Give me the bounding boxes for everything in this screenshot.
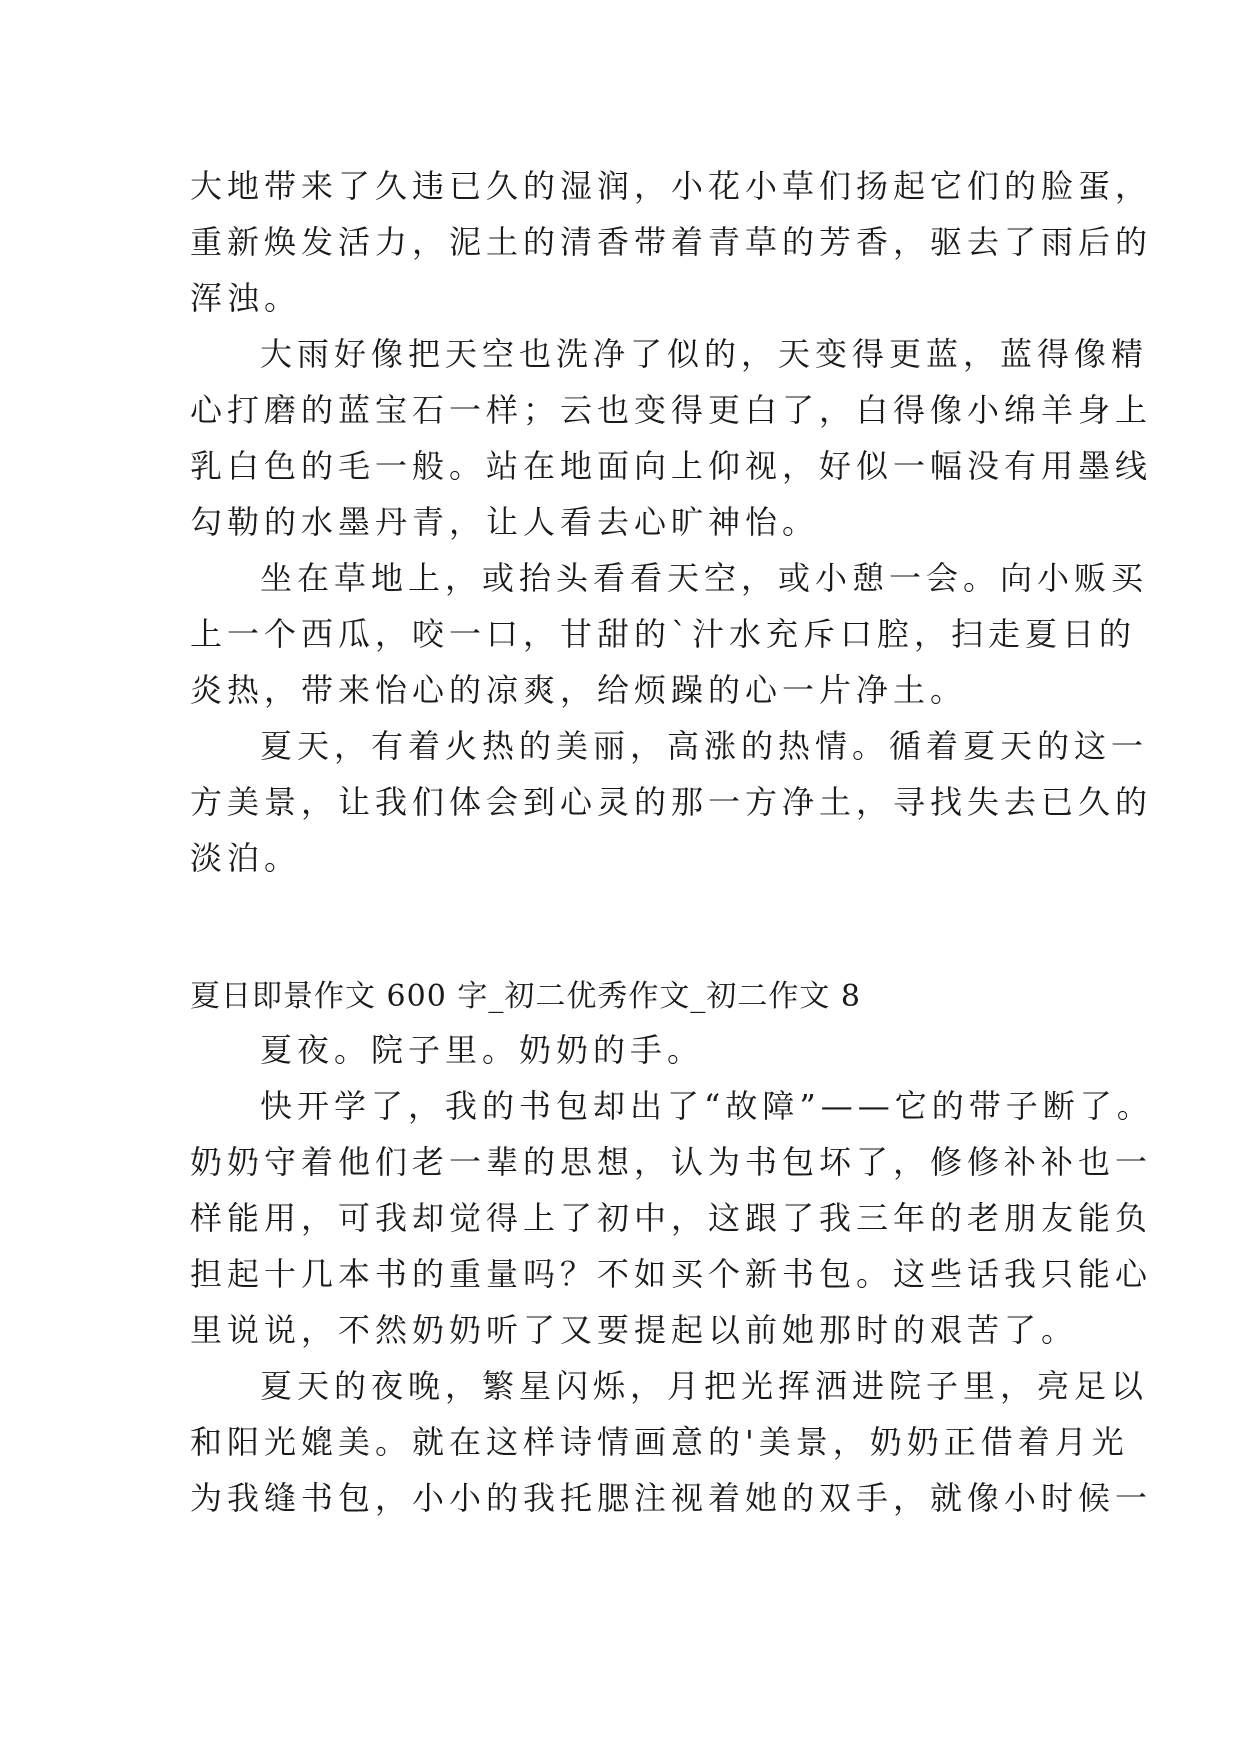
paragraph-start-line: 大雨好像把天空也洗净了似的，天变得更蓝，蓝得像精 xyxy=(260,335,1149,373)
article-title: 夏日即景作文 600 字_初二优秀作文_初二作文 8 xyxy=(190,979,861,1014)
text-line: 样能用，可我却觉得上了初中，这跟了我三年的老朋友能负 xyxy=(190,1199,1153,1237)
text-line: 炎热，带来怡心的凉爽，给烦躁的心一片净土。 xyxy=(190,671,968,709)
text-line: 心打磨的蓝宝石一样；云也变得更白了，白得像小绵羊身上 xyxy=(190,391,1153,429)
text-line: 上一个西瓜，咬一口，甘甜的`汁水充斥口腔，扫走夏日的 xyxy=(190,615,1137,653)
text-line: 乳白色的毛一般。站在地面向上仰视，好似一幅没有用墨线 xyxy=(190,447,1153,485)
text-line: 勾勒的水墨丹青，让人看去心旷神怡。 xyxy=(190,503,820,541)
paragraph-start-line: 快开学了，我的书包却出了“故障”——它的带子断了。 xyxy=(260,1087,1154,1125)
text-line: 担起十几本书的重量吗？不如买个新书包。这些话我只能心 xyxy=(190,1255,1153,1293)
article-body-part-1 xyxy=(190,158,1153,886)
paragraph-start-line: 夏天的夜晚，繁星闪烁，月把光挥洒进院子里，亮足以 xyxy=(260,1367,1149,1405)
text-line: 大地带来了久违已久的湿润，小花小草们扬起它们的脸蛋， xyxy=(190,167,1153,205)
text-line: 和阳光媲美。就在这样诗情画意的'美景，奶奶正借着月光 xyxy=(190,1423,1129,1461)
text-line: 里说说，不然奶奶听了又要提起以前她那时的艰苦了。 xyxy=(190,1311,1079,1349)
paragraph-start-line: 夏天，有着火热的美丽，高涨的热情。循着夏天的这一 xyxy=(260,727,1149,765)
text-line: 重新焕发活力，泥土的清香带着青草的芳香，驱去了雨后的 xyxy=(190,223,1153,261)
article-body-part-2 xyxy=(190,1022,1154,1526)
text-line: 淡泊。 xyxy=(190,839,302,877)
text-line: 奶奶守着他们老一辈的思想，认为书包坏了，修修补补也一 xyxy=(190,1143,1153,1181)
text-line: 浑浊。 xyxy=(190,279,302,317)
paragraph-start-line: 坐在草地上，或抬头看看天空，或小憩一会。向小贩买 xyxy=(260,559,1149,597)
text-line: 方美景，让我们体会到心灵的那一方净土，寻找失去已久的 xyxy=(190,783,1153,821)
text-line: 为我缝书包，小小的我托腮注视着她的双手，就像小时候一 xyxy=(190,1479,1153,1517)
paragraph-start-line: 夏夜。院子里。奶奶的手。 xyxy=(260,1031,705,1069)
